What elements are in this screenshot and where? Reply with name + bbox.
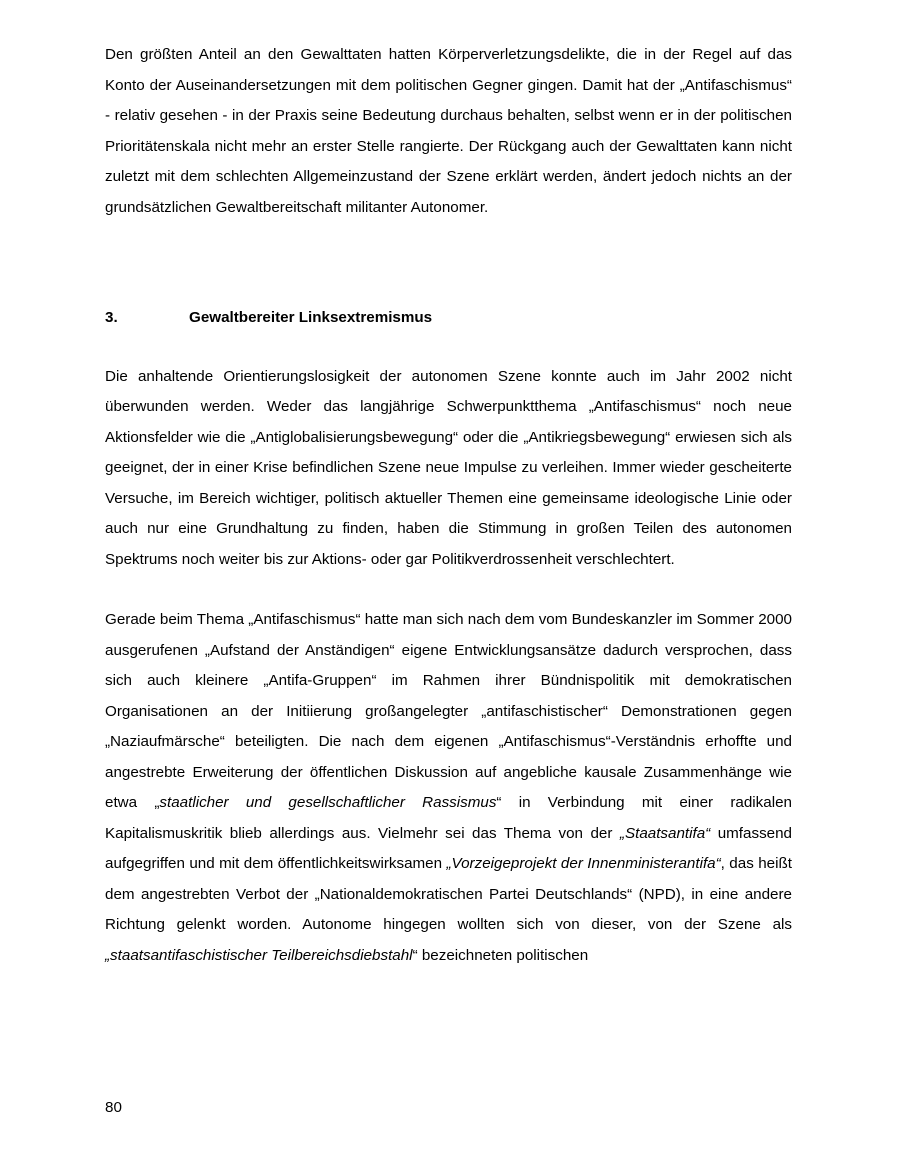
section-heading (105, 303, 792, 334)
paragraph-italic-1: staatlicher und gesellschaftlicher Rassismus (159, 794, 497, 811)
paragraph-antifaschismus (105, 605, 792, 971)
paragraph-quote-opening: „ (154, 794, 160, 811)
paragraph-segment-1: Gerade beim Thema „Antifaschismus“ hatte man sich nach dem vom Bundeskanzler im Sommer 2000 ausgerufenen „Aufstand der Anständigen“ eigene Entwicklungsansätze dadurch versprochen, dass sich auch kleinere „Antifa-Gruppen“ im Rahmen ihrer Bündnispolitik mit demokratischen Organisationen an der Initiierung großangelegter „antifaschistischer“ Demonstrationen gegen „Naziaufmärsche“ beteiligten. Die nach dem eigenen „Antifaschismus“-Verständnis erhoffte und angestrebte Erweiterung der öffentlichen Diskussion auf angebliche kausale Zusammenhänge wie etwa (105, 611, 792, 811)
paragraph-segment-5: “ bezeichneten politischen (412, 946, 589, 964)
section-spacer (105, 223, 792, 265)
section-number: 3. (105, 309, 118, 326)
paragraph-italic-4: „staatsantifaschistischer Teilbereichsdiebstahl (105, 946, 413, 964)
paragraph-italic-2: „Staatsantifa“ (619, 824, 711, 842)
paragraph-segment-2: “ in Verbindung mit einer radikalen Kapitalismuskritik blieb allerdings aus. Vielmehr sei das Thema von der (105, 794, 792, 842)
paragraph-segment-3: umfassend aufgegriffen und mit dem öffentlichkeitswirksamen (105, 824, 793, 872)
paragraph-segment-4: , das heißt dem angestrebten Verbot der „Nationaldemokratischen Partei Deutschlands“ (NPD), in eine andere Richtung gelenkt worden. Autonome hingegen wollten sich von dieser, von der Szene als (105, 855, 792, 933)
paragraph-autonome-szene: Die anhaltende Orientierungslosigkeit der autonomen Szene konnte auch im Jahr 2002 nicht überwunden werden. Weder das langjährige Schwerpunktthema „Antifaschismus“ noch neue Aktionsfelder wie die „Antiglobalisierungsbewegung“ oder die „Antikriegsbewegung“ erwiesen sich als geeignet, der in einer Krise befindlichen Szene neue Impulse zu verleihen. Immer wieder gescheiterte Versuche, im Bereich wichtiger, politisch aktueller Themen eine gemeinsame ideologische Linie oder auch nur eine Grundhaltung zu finden, haben die Stimmung in großen Teilen des autonomen Spektrums noch weiter bis zur Aktions- oder gar Politikverdrossenheit verschlechtert. (105, 367, 792, 568)
page-number: 80 (105, 1099, 122, 1116)
section-title: Gewaltbereiter Linksextremismus (189, 309, 433, 326)
paragraph-italic-3: „Vorzeigeprojekt der Innenministerantifa“ (446, 855, 721, 872)
paragraph-intro: Den größten Anteil an den Gewalttaten hatten Körperverletzungsdelikte, die in der Regel auf das Konto der Auseinandersetzungen mit dem politischen Gegner gingen. Damit hat der „Antifaschismus“ - relativ gesehen - in der Praxis seine Bedeutung durchaus behalten, selbst wenn er in der politischen Prioritätenskala nicht mehr an erster Stelle rangierte. Der Rückgang auch der Gewalttaten kann nicht zuletzt mit dem schlechten Allgemeinzustand der Szene erklärt werden, ändert jedoch nichts an der grundsätzlichen Gewaltbereitschaft militanter Autonomer. (105, 46, 792, 216)
